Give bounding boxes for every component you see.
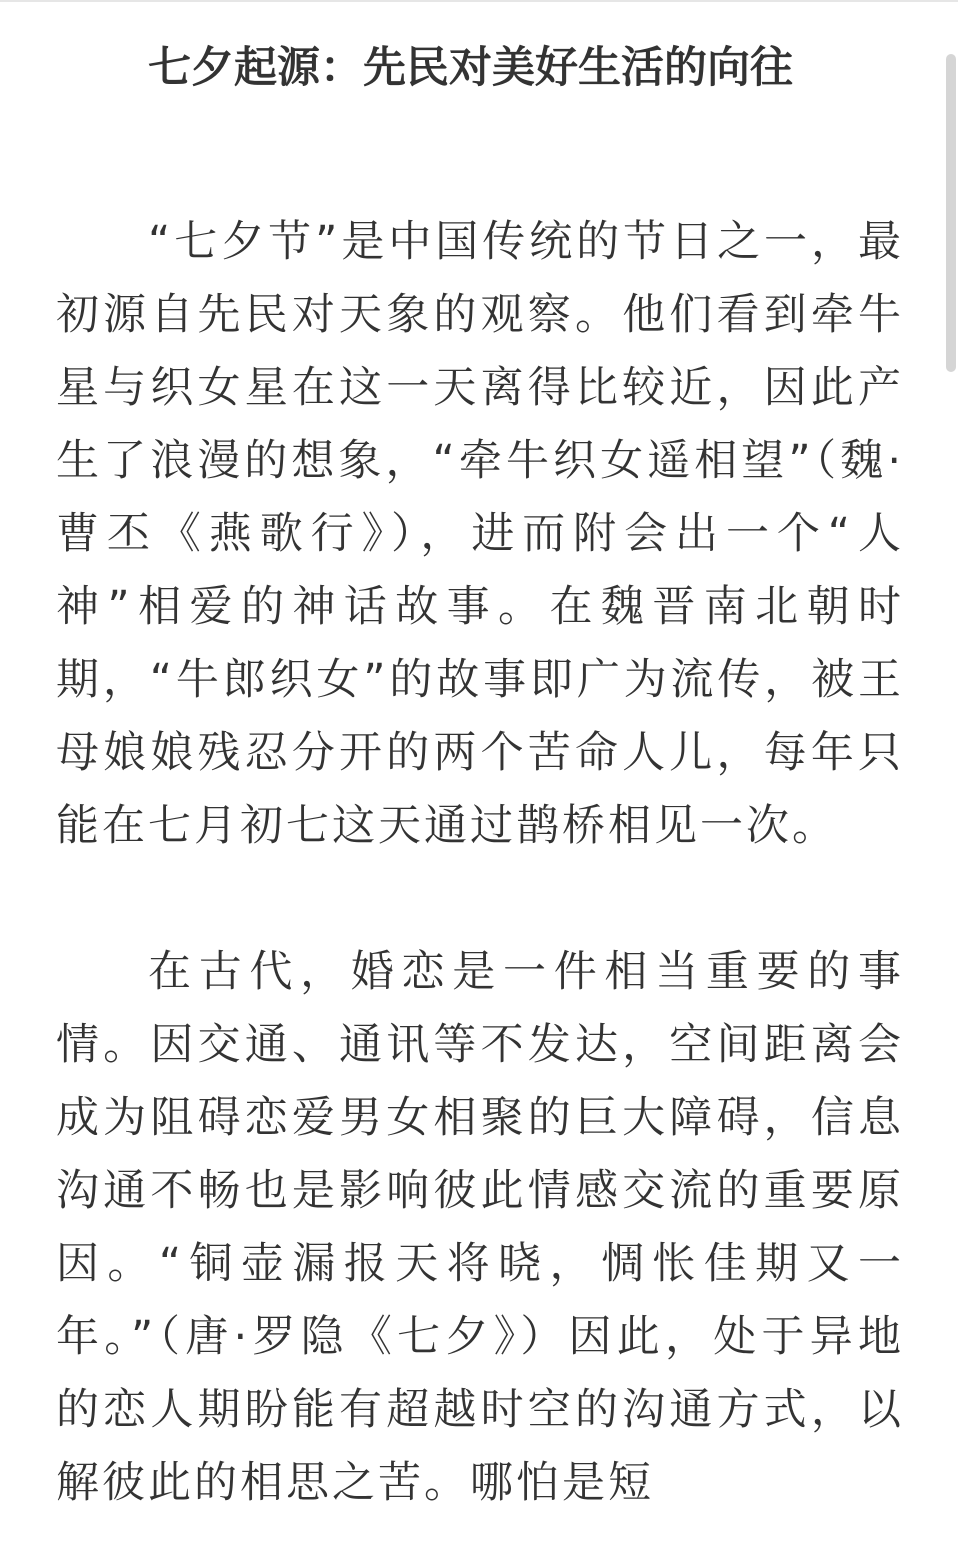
article-paragraph-2: 在古代，婚恋是一件相当重要的事情。因交通、通讯等不发达，空间距离会成为阻碍恋爱男女相聚的巨大障碍，信息沟通不畅也是影响彼此情感交流的重要原因。“铜壶漏报天将晓，惆怅佳期又一年。”（唐·罗隐《七夕》）因此，处于异地的恋人期盼能有超越时空的沟通方式，以解彼此的相思之苦。哪怕是短 — [56, 947, 904, 1508]
top-divider — [0, 0, 958, 2]
article-title: 七夕起源：先民对美好生活的向往 — [148, 43, 793, 93]
article-body — [56, 36, 904, 1520]
scrollbar-thumb[interactable] — [946, 54, 956, 372]
article-paragraph-1: “七夕节”是中国传统的节日之一，最初源自先民对天象的观察。他们看到牵牛星与织女星在这一天离得比较近，因此产生了浪漫的想象，“牵牛织女遥相望”（魏·曹丕《燕歌行》），进而附会出一个“人神”相爱的神话故事。在魏晋南北朝时期，“牛郎织女”的故事即广为流传，被王母娘娘残忍分开的两个苦命人儿，每年只能在七月初七这天通过鹊桥相见一次。 — [56, 217, 904, 851]
vertical-scrollbar[interactable] — [944, 24, 958, 1551]
